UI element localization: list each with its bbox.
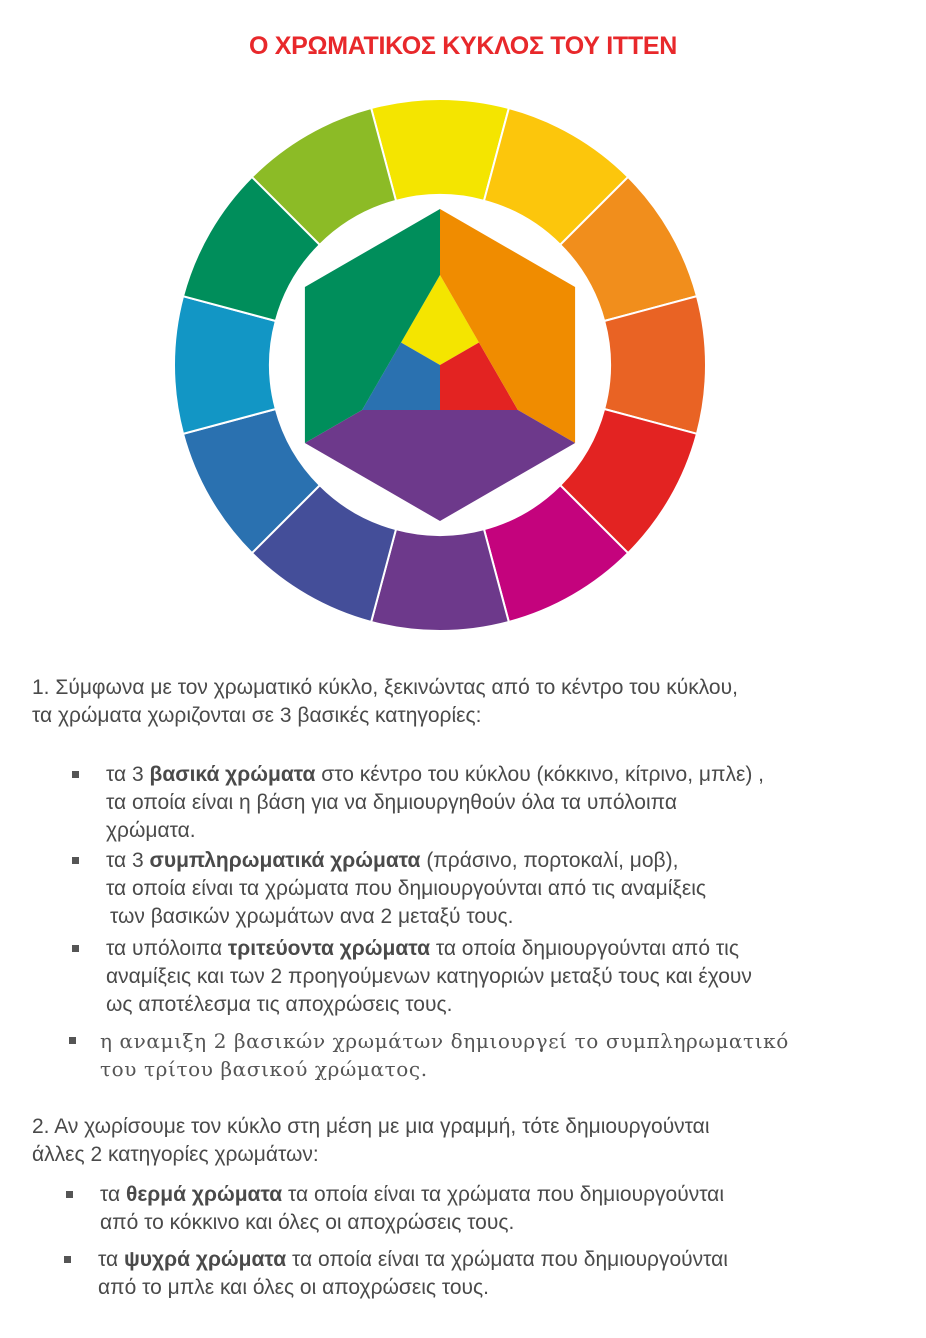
list-item-complementary-colors: τα 3 συμπληρωματικά χρώματα (πράσινο, πορτοκαλί, μοβ), τα οποία είναι τα χρώματα που δημιουργούνται από τις αναμίξεις των βασικών χρωμάτων ανα 2 μεταξύ τους. (106, 847, 706, 931)
list-item-primary-colors: τα 3 βασικά χρώματα στο κέντρο του κύκλου (κόκκινο, κίτρινο, μπλε) , τα οποία είναι η βάση για να δημιουργηθούν όλα τα υπόλοιπα χρώματα. (106, 761, 764, 845)
bullet-icon (72, 857, 79, 864)
bullet-icon (66, 1191, 73, 1198)
page-title: Ο ΧΡΩΜΑΤΙΚΟΣ ΚΥΚΛΟΣ ΤΟΥ ΙΤΤΕΝ (249, 32, 677, 60)
bullet-icon (72, 771, 79, 778)
list-item-mixing-note: η αναμιξη 2 βασικών χρωμάτων δημιουργεί το συμπληρωματικό του τρίτου βασικού χρώματος. (100, 1027, 789, 1083)
bullet-icon (69, 1037, 76, 1044)
bullet-icon (72, 945, 79, 952)
itten-color-wheel (170, 95, 710, 635)
list-item-tertiary-colors: τα υπόλοιπα τριτεύοντα χρώματα τα οποία δημιουργούνται από τις αναμίξεις και των 2 προηγούμενων κατηγοριών μεταξύ τους και έχουν ως αποτέλεσμα τις αποχρώσεις τους. (106, 935, 752, 1019)
section1-intro: 1. Σύμφωνα με τον χρωματικό κύκλο, ξεκινώντας από το κέντρο του κύκλου, τα χρώματα χωριζονται σε 3 βασικές κατηγορίες: (32, 676, 738, 727)
bullet-icon (64, 1256, 71, 1263)
section2-intro: 2. Αν χωρίσουμε τον κύκλο στη μέση με μια γραμμή, τότε δημιουργούνται άλλες 2 κατηγορίες χρωμάτων: (32, 1115, 710, 1166)
list-item-cool-colors: τα ψυχρά χρώματα τα οποία είναι τα χρώματα που δημιουργούνται από το μπλε και όλες οι αποχρώσεις τους. (98, 1246, 728, 1302)
list-item-warm-colors: τα θερμά χρώματα τα οποία είναι τα χρώματα που δημιουργούνται από το κόκκινο και όλες οι αποχρώσεις τους. (100, 1181, 724, 1237)
